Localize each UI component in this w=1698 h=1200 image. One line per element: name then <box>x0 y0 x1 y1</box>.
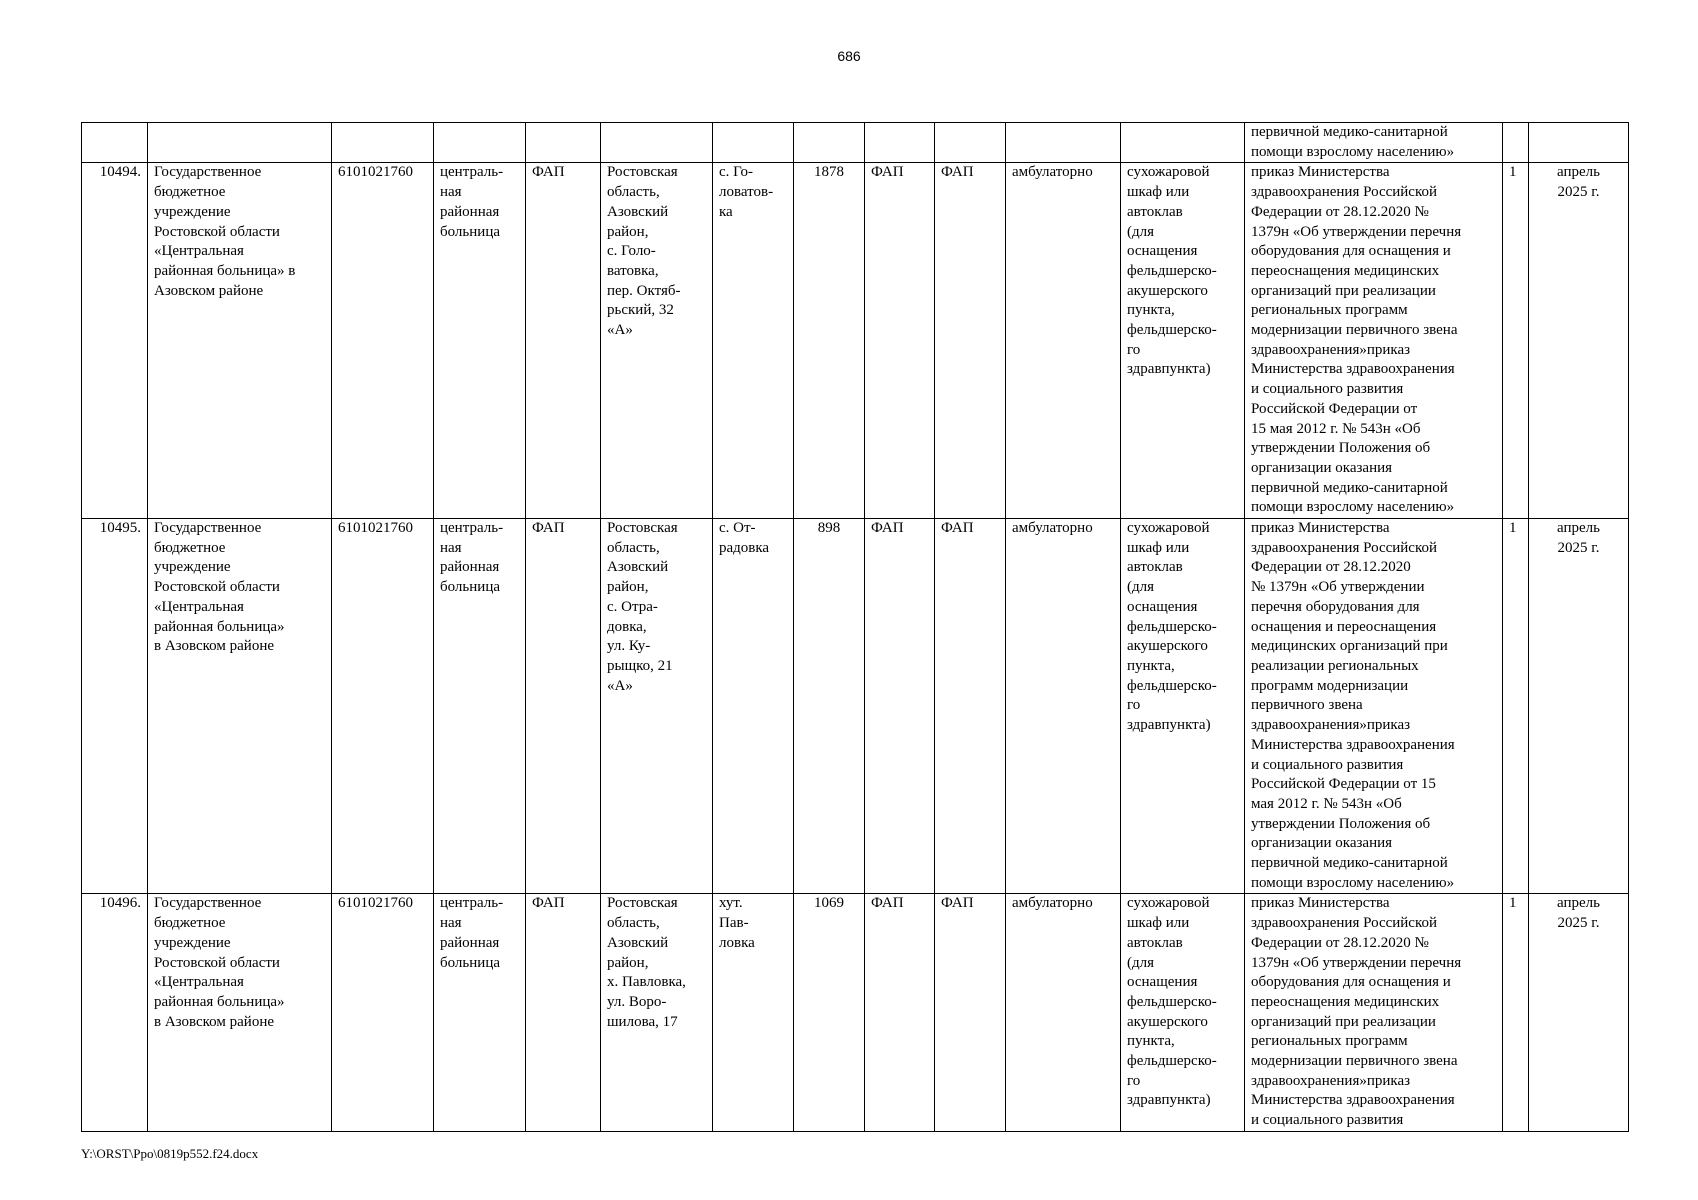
cell-empty <box>865 123 935 163</box>
cell-equipment: сухожаровой шкаф или автоклав (для оснащения фельдшерско- акушерского пункта, фельдшерско- го здравпункта) <box>1121 163 1245 519</box>
cell-empty <box>1529 123 1629 163</box>
cell-address: Ростовская область, Азовский район, х. Павловка, ул. Воро- шилова, 17 <box>601 894 713 1131</box>
cell-empty <box>434 123 526 163</box>
cell-org-type: централь- ная районная больница <box>434 519 526 894</box>
cell-care-mode: амбулаторно <box>1006 519 1121 894</box>
cell-empty <box>332 123 434 163</box>
page-number: 686 <box>837 48 861 64</box>
cell-address: Ростовская область, Азовский район, с. Отра- довка, ул. Ку- рыщко, 21 «А» <box>601 519 713 894</box>
cell-empty <box>935 123 1006 163</box>
cell-equipment: сухожаровой шкаф или автоклав (для оснащения фельдшерско- акушерского пункта, фельдшерско- го здравпункта) <box>1121 519 1245 894</box>
cell-unit: ФАП <box>526 894 601 1131</box>
cell-equipment: сухожаровой шкаф или автоклав (для оснащения фельдшерско- акушерского пункта, фельдшерско- го здравпункта) <box>1121 894 1245 1131</box>
cell-profile: ФАП <box>865 894 935 1131</box>
file-path-footer: Y:\ORST\Ppo\0819p552.f24.docx <box>81 1146 259 1161</box>
cell-row-number: 10496. <box>82 894 148 1131</box>
cell-settlement: хут. Пав- ловка <box>713 894 794 1131</box>
cell-basis-continuation: первичной медико-санитарной помощи взрослому населению» <box>1245 123 1503 163</box>
cell-row-number: 10494. <box>82 163 148 519</box>
cell-organization: Государственное бюджетное учреждение Ростовской области «Центральная районная больница» в Азовском районе <box>148 519 332 894</box>
cell-profile: ФАП <box>935 519 1006 894</box>
cell-care-mode: амбулаторно <box>1006 894 1121 1131</box>
cell-population: 1878 <box>794 163 865 519</box>
cell-care-mode: амбулаторно <box>1006 163 1121 519</box>
cell-date: апрель 2025 г. <box>1529 894 1629 1131</box>
cell-count: 1 <box>1503 163 1529 519</box>
cell-count: 1 <box>1503 519 1529 894</box>
cell-org-type: централь- ная районная больница <box>434 894 526 1131</box>
cell-basis: приказ Министерства здравоохранения Российской Федерации от 28.12.2020 № 1379н «Об утверждении перечня оборудования для оснащения и переоснащения медицинских организаций при реализации региональных программ модернизации первичного звена здравоохранения»приказ Министерства здравоохранения и социального развития <box>1245 894 1503 1131</box>
cell-empty <box>148 123 332 163</box>
cell-unit: ФАП <box>526 519 601 894</box>
cell-empty <box>1503 123 1529 163</box>
cell-unit: ФАП <box>526 163 601 519</box>
cell-inn: 6101021760 <box>332 519 434 894</box>
cell-date: апрель 2025 г. <box>1529 163 1629 519</box>
cell-count: 1 <box>1503 894 1529 1131</box>
cell-basis: приказ Министерства здравоохранения Российской Федерации от 28.12.2020 № 1379н «Об утверждении перечня оборудования для оснащения и переоснащения медицинских организаций при реализации региональных программ модернизации первичного звена здравоохранения»приказ Министерства здравоохранения и социального развития Российской Федерации от 15 мая 2012 г. № 543н «Об утверждении Положения об организации оказания первичной медико-санитарной помощи взрослому населению» <box>1245 163 1503 519</box>
cell-empty <box>713 123 794 163</box>
cell-profile: ФАП <box>865 519 935 894</box>
cell-row-number: 10495. <box>82 519 148 894</box>
cell-empty <box>1006 123 1121 163</box>
cell-address: Ростовская область, Азовский район, с. Голо- ватовка, пер. Октяб- рьский, 32 «А» <box>601 163 713 519</box>
cell-profile: ФАП <box>935 163 1006 519</box>
cell-empty <box>1121 123 1245 163</box>
cell-inn: 6101021760 <box>332 894 434 1131</box>
cell-organization: Государственное бюджетное учреждение Ростовской области «Центральная районная больница» в Азовском районе <box>148 894 332 1131</box>
cell-population: 1069 <box>794 894 865 1131</box>
table-row <box>82 163 1629 519</box>
table-row-continuation <box>82 123 1629 163</box>
cell-profile: ФАП <box>935 894 1006 1131</box>
cell-empty <box>82 123 148 163</box>
cell-basis: приказ Министерства здравоохранения Российской Федерации от 28.12.2020 № 1379н «Об утверждении перечня оборудования для оснащения и переоснащения медицинских организаций при реализации региональных программ модернизации первичного звена здравоохранения»приказ Министерства здравоохранения и социального развития Российской Федерации от 15 мая 2012 г. № 543н «Об утверждении Положения об организации оказания первичной медико-санитарной помощи взрослому населению» <box>1245 519 1503 894</box>
table-row <box>82 894 1629 1131</box>
cell-inn: 6101021760 <box>332 163 434 519</box>
cell-org-type: централь- ная районная больница <box>434 163 526 519</box>
cell-date: апрель 2025 г. <box>1529 519 1629 894</box>
table-row <box>82 519 1629 894</box>
cell-population: 898 <box>794 519 865 894</box>
cell-empty <box>526 123 601 163</box>
cell-empty <box>794 123 865 163</box>
cell-settlement: с. Го- ловатов- ка <box>713 163 794 519</box>
cell-settlement: с. От- радовка <box>713 519 794 894</box>
cell-empty <box>601 123 713 163</box>
equipment-table <box>81 122 1629 1132</box>
cell-profile: ФАП <box>865 163 935 519</box>
cell-organization: Государственное бюджетное учреждение Ростовской области «Центральная районная больница» в Азовском районе <box>148 163 332 519</box>
